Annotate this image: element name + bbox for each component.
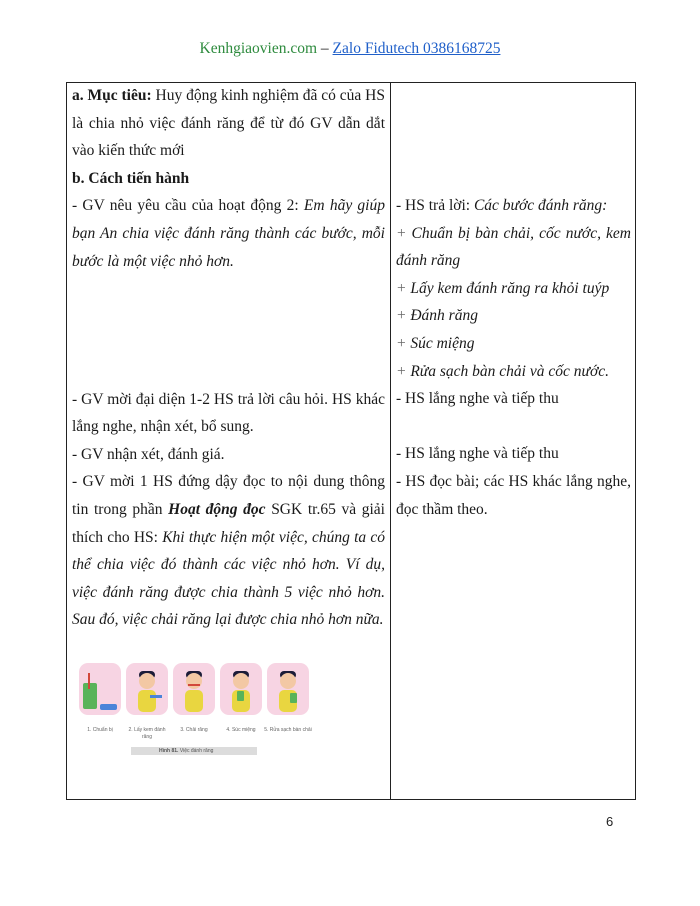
goal-text: Huy động kinh nghiệm đã có của HS là chia nhỏ việc đánh răng để từ đó GV dẫn dắt vào kiến thức mới [72, 87, 385, 160]
answer-heading: Các bước đánh răng: [473, 197, 608, 214]
process-heading: b. Cách tiến hành [72, 169, 190, 187]
girl-brushing-icon [173, 663, 215, 715]
step-4-mid: SGK tr.65 và giải thích cho HS: [72, 500, 385, 546]
step-1 [72, 192, 385, 275]
figure-title-text: Việc đánh răng [178, 748, 214, 754]
answer-step-5: + Rửa sạch bàn chải và cốc nước. [396, 362, 609, 380]
figure-caption-5: 5. Rửa sạch bàn chải [264, 727, 312, 733]
answer-step-4: + Súc miệng [396, 334, 475, 352]
figure-caption-3: 3. Chải răng [180, 727, 208, 733]
answer-step-2: + Lấy kem đánh răng ra khỏi tuýp [396, 279, 610, 297]
teacher-column [72, 82, 385, 634]
step-4-explanation: Khi thực hiện một việc, chúng ta có thể chia việc đó thành các việc nhỏ hơn. Ví dụ, việc đánh răng được chia thành 5 việc nhỏ hơn. Sau đó, việc chải răng lại được chia nhỏ hơn nữa. [72, 528, 385, 629]
girl-toothpaste-icon [126, 663, 168, 715]
panel-clean [267, 663, 309, 715]
step-1-task: Em hãy giúp bạn An chia việc đánh răng thành các bước, mỗi bước là một việc nhỏ hơn. [72, 197, 385, 270]
panel-toothpaste [126, 663, 168, 715]
goal-label: a. Mục tiêu: [72, 87, 152, 104]
figure-number: Hình 81. [159, 748, 179, 754]
figure-caption-4: 4. Súc miệng [226, 727, 256, 733]
listen-response-1: - HS lắng nghe và tiếp thu [396, 390, 559, 408]
step-4-text: - GV mời 1 HS đứng dậy đọc to nội dung thông tin trong phần [72, 473, 385, 518]
answer-intro [396, 192, 631, 220]
page-number: 6 [606, 814, 614, 829]
answer-prefix: - HS trả lời: [396, 197, 474, 214]
reading-activity-label: Hoạt động đọc [168, 500, 266, 518]
header-separator: – [317, 40, 333, 57]
step-3: - GV nhận xét, đánh giá. [72, 445, 225, 463]
zalo-link[interactable]: Zalo Fidutech 0386168725 [332, 40, 501, 57]
page-header [0, 40, 700, 58]
toothbrushing-figure [79, 663, 312, 758]
answer-step-1: + Chuẩn bị bàn chải, cốc nước, kem đánh răng [396, 224, 631, 270]
step-4 [72, 468, 385, 634]
site-name: Kenhgiaovien.com [199, 40, 318, 57]
girl-cleaning-icon [267, 663, 309, 715]
read-response: - HS đọc bài; các HS khác lắng nghe, đọc thầm theo. [396, 472, 631, 518]
figure-caption-1: 1. Chuẩn bị [87, 727, 113, 733]
column-divider [390, 82, 391, 800]
answer-step-3: + Đánh răng [396, 307, 478, 325]
figure-title [159, 747, 213, 755]
panel-rinse [220, 663, 262, 715]
figure-caption-2: 2. Lấy kem đánh răng [128, 727, 166, 740]
cup-toothbrush-icon [79, 663, 121, 715]
listen-response-2: - HS lắng nghe và tiếp thu [396, 445, 559, 463]
step-2: - GV mời đại diện 1-2 HS trả lời câu hỏi. HS khác lắng nghe, nhận xét, bổ sung. [72, 390, 385, 436]
panel-prepare [79, 663, 121, 715]
goal-paragraph [72, 82, 385, 165]
student-column [396, 192, 631, 523]
step-1-text: - GV nêu yêu cầu của hoạt động 2: [72, 197, 304, 215]
girl-rinsing-icon [220, 663, 262, 715]
panel-brush [173, 663, 215, 715]
